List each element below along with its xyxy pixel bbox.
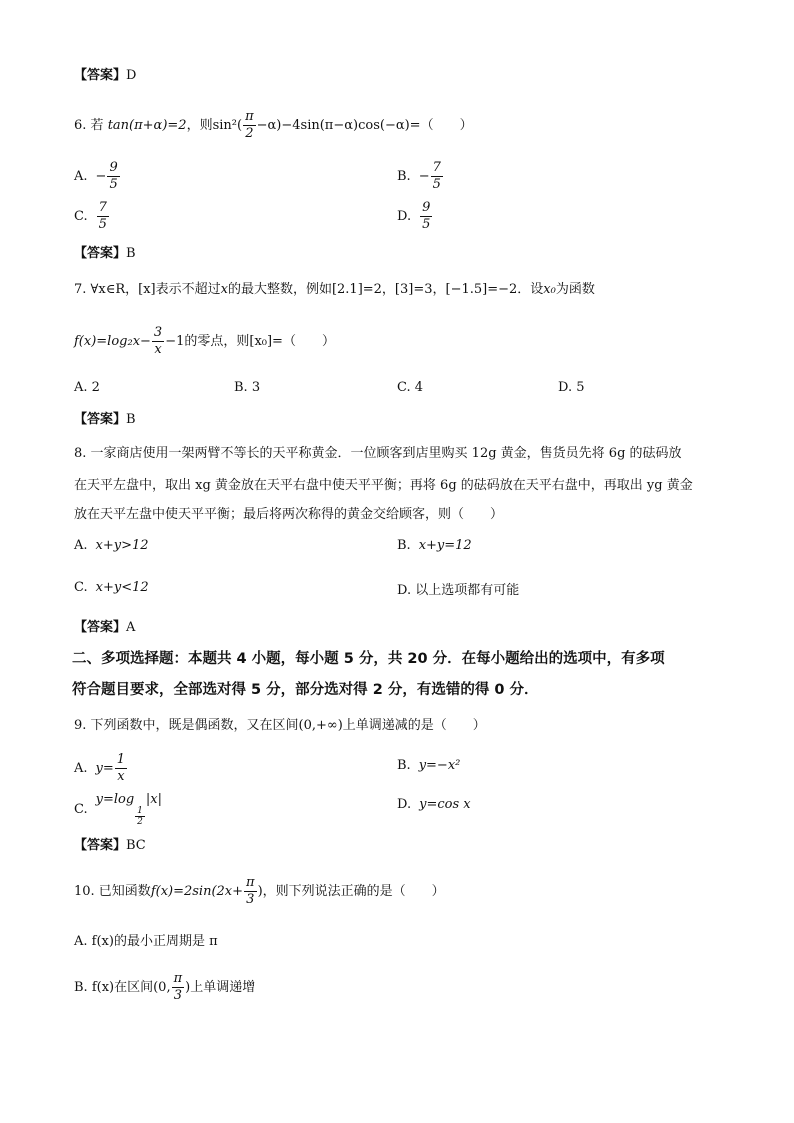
question-7-option-a: A. 2 (74, 380, 100, 395)
question-9-option-a: A. y= $\frac{1}{x}$ (74, 752, 126, 784)
question-8-option-c: C. x+y<12 (74, 580, 149, 595)
question-6-option-b: B. − $\frac{7}{5}$ (397, 160, 441, 192)
question-6-option-d: D. $\frac{9}{5}$ (397, 200, 431, 232)
question-7-option-d: D. 5 (558, 380, 585, 395)
question-6-stem: 6. 若 tan(π+α)=2，则sin²( $\frac{\pi}{2}$ −α)−4sin(π−α)cos(−α)=（ ） (74, 109, 473, 141)
question-8-line-3: 放在天平左盘中使天平平衡；最后将两次称得的黄金交给顾客，则（ ） (74, 507, 504, 522)
question-9-option-c: C. y=log $\frac{1}{2}$ |x| (74, 792, 162, 827)
answer-9: 【答案】BC (74, 838, 146, 853)
answer-6: 【答案】B (74, 246, 136, 261)
question-7-line-2: f(x)=log₂x− $\frac{3}{x}$ −1的零点，则[x₀]=（ ） (74, 325, 335, 357)
question-9-option-b: B. y=−x² (397, 758, 461, 773)
question-7-option-b: B. 3 (234, 380, 261, 395)
answer-7: 【答案】B (74, 412, 136, 427)
question-7-option-c: C. 4 (397, 380, 424, 395)
question-8-line-1: 8. 一家商店使用一架两臂不等长的天平称黄金．一位顾客到店里购买 12g 黄金，售货员先将 6g 的砝码放 (74, 446, 682, 461)
question-8-option-a: A. x+y>12 (74, 538, 149, 553)
question-6-option-c: C. $\frac{7}{5}$ (74, 200, 107, 232)
question-8-line-2: 在天平左盘中，取出 xg 黄金放在天平右盘中使天平平衡；再将 6g 的砝码放在天平右盘中，再取出 yg 黄金 (74, 478, 693, 493)
question-6-option-a: A. − $\frac{9}{5}$ (74, 160, 118, 192)
question-7-line-1: 7. ∀x∈R，[x]表示不超过x的最大整数，例如[2.1]=2，[3]=3，[−1.5]=−2．设x₀为函数 (74, 282, 595, 297)
question-9-option-d: D. y=cos x (397, 797, 471, 812)
question-8-option-d: D. 以上选项都有可能 (397, 583, 520, 598)
question-10-stem: 10. 已知函数f(x)=2sin(2x+ $\frac{\pi}{3}$ )，则下列说法正确的是（ ） (74, 875, 445, 907)
question-10-option-b: B. f(x)在区间(0, $\frac{\pi}{3}$ )上单调递增 (74, 971, 256, 1003)
section-2-heading-line-1: 二、多项选择题：本题共 4 小题，每小题 5 分，共 20 分．在每小题给出的选项中，有多项 (72, 651, 665, 667)
section-2-heading-line-2: 符合题目要求，全部选对得 5 分，部分选对得 2 分，有选错的得 0 分． (72, 682, 539, 698)
answer-8: 【答案】A (74, 620, 136, 635)
question-8-option-b: B. x+y=12 (397, 538, 472, 553)
question-9-stem: 9. 下列函数中，既是偶函数，又在区间(0,+∞)上单调递减的是（ ） (74, 718, 486, 733)
answer-5: 【答案】D (74, 68, 137, 83)
question-10-option-a: A. f(x)的最小正周期是 π (74, 934, 218, 949)
